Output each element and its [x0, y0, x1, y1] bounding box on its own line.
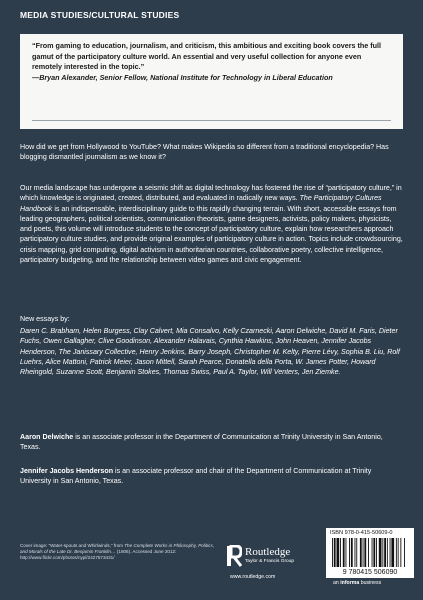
barcode-bar — [356, 538, 357, 567]
publisher-subtitle: Taylor & Francis Group — [245, 559, 295, 564]
editor-bio-text-1: is an associate professor in the Department of Communication at Trinity University in San Antonio, Texas. — [20, 433, 383, 452]
category-label: MEDIA STUDIES/CULTURAL STUDIES — [20, 10, 180, 20]
barcode-bar — [391, 538, 394, 567]
barcode-bar — [355, 538, 356, 567]
barcode-bar — [332, 538, 333, 567]
barcode-bar — [349, 538, 350, 567]
barcode-bar — [384, 538, 386, 567]
description-part-1: Our media landscape has undergone a seismic shift as digital technology has fostered the rise of “participatory culture,” in which knowledge is originated, created, distributed, and evaluated in radically new ways. — [20, 184, 402, 203]
barcode-bar — [382, 538, 383, 567]
editor-bio-text-2: is an associate professor and chair of the Department of Communication at Trinity University in San Antonio, Texas. — [20, 467, 372, 486]
imprint-suffix: business — [359, 580, 382, 586]
barcode-bar — [404, 538, 405, 567]
barcode-bar — [373, 538, 375, 567]
cover-credit-source: The Complete Works in Philosophy, Politics, and Morals of the Late Dr. Benjamin Franklin… — [20, 543, 215, 554]
imprint-brand: informa — [340, 580, 360, 586]
editor-bio-2 — [20, 466, 403, 487]
routledge-logo-icon — [226, 545, 242, 567]
editor-name-2: Jennifer Jacobs Henderson — [20, 467, 114, 475]
barcode-bar — [396, 538, 397, 567]
barcode-bar — [387, 538, 388, 567]
barcode-bar — [343, 538, 345, 567]
barcode-bar — [398, 538, 399, 567]
barcode-bar — [337, 538, 340, 567]
editor-bio-1 — [20, 432, 403, 453]
imprint-prefix: an — [333, 580, 341, 586]
endorsement-divider — [32, 120, 391, 121]
barcode-bar — [363, 538, 364, 567]
intro-paragraph: How did we get from Hollywood to YouTube? What makes Wikipedia so different from a traditional encyclopedia? Has blogging dismantled journalism as we know it? — [20, 143, 389, 162]
informa-imprint — [333, 580, 381, 586]
publisher-name: Routledge — [245, 546, 291, 558]
book-title: The Participatory Cultures Handbook — [20, 194, 382, 213]
new-essays-label: New essays by: — [20, 315, 70, 323]
description-paragraph — [20, 183, 403, 265]
cover-credit-prefix: Cover image: “Water-spouts and Whirlwinds,” from — [20, 543, 125, 548]
barcode-bar — [372, 538, 373, 567]
barcode-bar — [400, 538, 401, 567]
endorsement-quote: “From gaming to education, journalism, and criticism, this ambitious and exciting book covers the full gamut of the participatory culture world. An essential and very useful collection for anyone even remotely interested in the topic.” — [32, 41, 382, 72]
contributors-list: Daren C. Brabham, Helen Burgess, Clay Calvert, Mia Consalvo, Kelly Czarnecki, Aaron Delwiche, David M. Faris, Dieter Fuchs, Owen Gallagher, Clive Goodinson, Alexander Halavais, Cynthia Hawkins, John Heaven, Jennifer Jacobs Henderson, The Janissary Collective, Henry Jenkins, Barry Joseph, Christopher M. Kelty, Pierre Lévy, Sophia B. Liu, Rolf Luehrs, Alice Mattoni, Patrick Meier, Jason Mittell, Sarah Pearce, Donatella della Porta, W. James Potter, Howard Rheingold, Suzanne Scott, Benjamin Stokes, Thomas Swiss, Paul A. Taylor, Will Venters, Jen Ziemke. — [20, 327, 400, 377]
barcode-bar — [346, 538, 347, 567]
isbn-label: ISBN 978-0-415-50609-0 — [330, 530, 393, 536]
barcode-bar — [360, 538, 362, 567]
barcode-panel — [326, 528, 414, 578]
barcode-bar — [334, 538, 336, 567]
cover-credit — [20, 543, 220, 561]
barcode-bar — [376, 538, 377, 567]
publisher-block — [226, 545, 316, 583]
endorsement-attribution: —Bryan Alexander, Senior Fellow, National Institute for Technology in Liberal Education — [32, 72, 333, 82]
endorsement-box — [20, 34, 403, 129]
cover-credit-suffix: (1806). Accessed June 2012: http://www.flickr.com/photos/nypl/2427573431/ — [20, 549, 177, 560]
barcode-bar — [390, 538, 391, 567]
barcode-digits: 9 780415 506090 — [342, 569, 398, 576]
barcode-bar — [364, 538, 366, 567]
editor-name-1: Aaron Delwiche — [20, 433, 74, 441]
barcode-bar — [340, 538, 341, 567]
barcode-bar — [351, 538, 353, 567]
barcode-bar — [368, 538, 369, 567]
barcode-icon — [330, 538, 410, 576]
publisher-url: www.routledge.com — [230, 574, 276, 580]
barcode-bar — [379, 538, 382, 567]
description-part-2: is an indispensable, interdisciplinary guide to this rapidly changing terrain. With short, accessible essays from leading geographers, political scientists, communication theorists, game designers, activists, policy makers, physicists, and poets, this volume will introduce students to the concept of participatory culture, explain how researchers approach participatory culture studies, and provide original examples of participatory culture in action. Topics include crowdsourcing, crisis mapping, grid computing, digital activism in authoritarian countries, collaborative poetry, collective intelligence, participatory budgeting, and the relationship between video games and civic engagement. — [20, 204, 403, 265]
